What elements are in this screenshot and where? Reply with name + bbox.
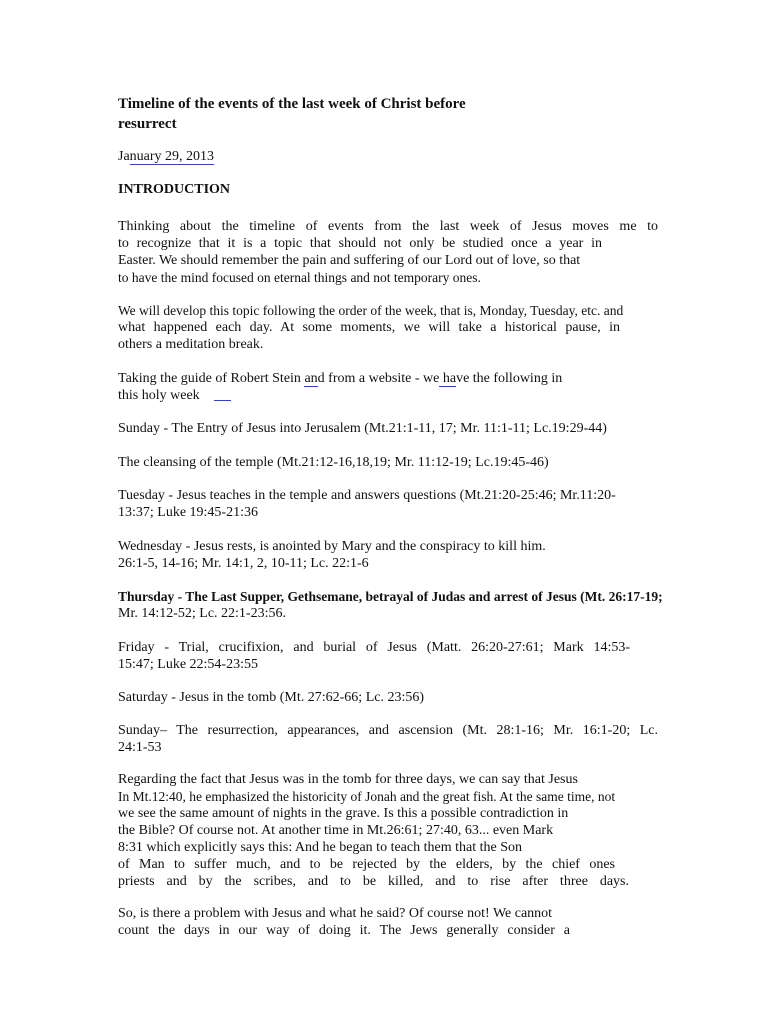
so-paragraph <box>118 905 658 939</box>
paragraph-line: to recognize that it is a topic that should not only be studied once a year in <box>118 236 602 251</box>
guide-line-2: this holy week <box>118 388 200 403</box>
paragraph-line: priests and by the scribes, and to be killed, and to rise after three days. <box>118 874 629 889</box>
friday-entry <box>118 639 658 673</box>
paragraph-line: what happened each day. At some moments, we will take a historical pause, in <box>118 320 620 335</box>
develop-paragraph <box>118 302 658 353</box>
guide-text: ve the following in <box>456 371 563 386</box>
paragraph-line: we see the same amount of nights in the grave. Is this a possible contradiction in <box>118 806 569 821</box>
paragraph-line: 8:31 which explicitly says this: And he began to teach them that the Son <box>118 840 522 855</box>
tuesday-entry <box>118 487 658 521</box>
paragraph-line: Friday - Trial, crucifixion, and burial of Jesus (Matt. 26:20-27:61; Mark 14:53- <box>118 640 630 655</box>
paragraph-line: to have the mind focused on eternal things and not temporary ones. <box>118 270 481 285</box>
paragraph-line <box>118 370 658 387</box>
paragraph-line: Saturday - Jesus in the tomb (Mt. 27:62-66; Lc. 23:56) <box>118 690 425 705</box>
sunday-resurrection-entry <box>118 722 658 756</box>
guide-text: d from a website - we <box>317 371 440 386</box>
paragraph-line: Regarding the fact that Jesus was in the tomb for three days, we can say that Jesus <box>118 772 578 787</box>
title-line-2: resurrect <box>118 116 177 132</box>
paragraph-line: 24:1-53 <box>118 740 162 755</box>
paragraph-line: 26:1-5, 14-16; Mr. 14:1, 2, 10-11; Lc. 22:1-6 <box>118 556 369 571</box>
page-title <box>118 94 466 134</box>
guide-text: Taking the guide of Robert Stein <box>118 371 305 386</box>
date-link[interactable]: nuary 29, 2013 <box>129 149 215 164</box>
paragraph-line: Tuesday - Jesus teaches in the temple and answers questions (Mt.21:20-25:46; Mr.11:20- <box>118 488 616 503</box>
paragraph-line: of Man to suffer much, and to be rejected by the elders, by the chief ones <box>118 857 615 872</box>
inline-link[interactable]: ha <box>439 371 457 386</box>
paragraph-line: Mr. 14:12-52; Lc. 22:1-23:56. <box>118 606 286 621</box>
guide-paragraph <box>118 370 658 404</box>
paragraph-line: 13:37; Luke 19:45-21:36 <box>118 505 258 520</box>
cleansing-entry <box>118 454 658 471</box>
paragraph-line: count the days in our way of doing it. The Jews generally consider a <box>118 923 570 938</box>
wednesday-entry <box>118 538 658 572</box>
paragraph-line: others a meditation break. <box>118 337 264 352</box>
paragraph-line: Easter. We should remember the pain and suffering of our Lord out of love, so that <box>118 253 581 268</box>
paragraph-line: Wednesday - Jesus rests, is anointed by Mary and the conspiracy to kill him. <box>118 539 546 554</box>
sunday-entry <box>118 420 658 437</box>
intro-paragraph <box>118 218 658 286</box>
paragraph-line: Thursday - The Last Supper, Gethsemane, betrayal of Judas and arrest of Jesus (Mt. 26:17-19; <box>118 589 663 604</box>
paragraph-line: Thinking about the timeline of events from the last week of Jesus moves me to <box>118 219 658 234</box>
inline-link[interactable]: an <box>304 371 318 386</box>
regarding-paragraph <box>118 771 658 890</box>
thursday-entry <box>118 588 718 622</box>
post-date[interactable] <box>118 148 214 166</box>
saturday-entry <box>118 689 658 706</box>
paragraph-line: 15:47; Luke 22:54-23:55 <box>118 657 258 672</box>
date-prefix: Ja <box>118 149 130 164</box>
paragraph-line: the Bible? Of course not. At another time in Mt.26:61; 27:40, 63... even Mark <box>118 823 554 838</box>
paragraph-line: So, is there a problem with Jesus and what he said? Of course not! We cannot <box>118 906 553 921</box>
footnote-link[interactable] <box>214 399 231 401</box>
paragraph-line <box>118 387 658 404</box>
section-heading: INTRODUCTION <box>118 182 231 197</box>
title-line-1: Timeline of the events of the last week of Christ before <box>118 96 466 112</box>
paragraph-line: Sunday– The resurrection, appearances, and ascension (Mt. 28:1-16; Mr. 16:1-20; Lc. <box>118 723 658 738</box>
paragraph-line: In Mt.12:40, he emphasized the historicity of Jonah and the great fish. At the same time, not <box>118 789 616 804</box>
paragraph-line: We will develop this topic following the order of the week, that is, Monday, Tuesday, etc. and <box>118 303 624 318</box>
paragraph-line: Sunday - The Entry of Jesus into Jerusalem (Mt.21:1-11, 17; Mr. 11:1-11; Lc.19:29-44) <box>118 421 607 436</box>
paragraph-line: The cleansing of the temple (Mt.21:12-16,18,19; Mr. 11:12-19; Lc.19:45-46) <box>118 455 549 470</box>
